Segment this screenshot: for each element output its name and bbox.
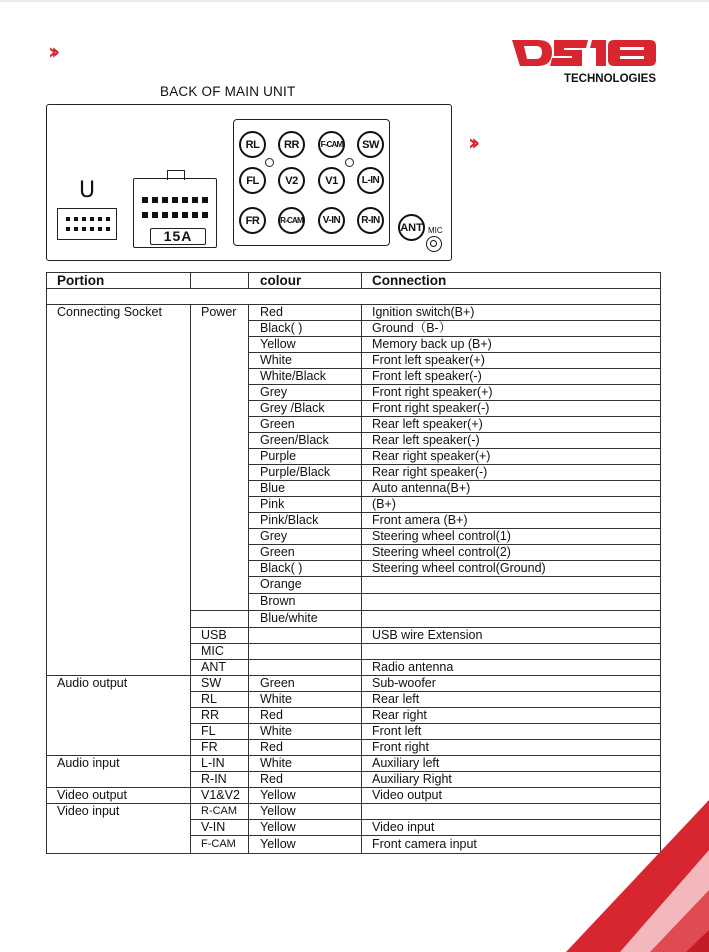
cell-connection: Rear left bbox=[372, 691, 420, 706]
jack-fl: FL bbox=[239, 167, 266, 194]
cell-colour: Yellow bbox=[260, 787, 296, 802]
cell-colour: Brown bbox=[260, 594, 296, 608]
jack-l-in: L-IN bbox=[357, 167, 384, 194]
cell-connection: Front left speaker(+) bbox=[372, 352, 485, 367]
cell-sub: Power bbox=[201, 304, 237, 319]
cell-sub: F-CAM bbox=[201, 837, 236, 850]
cell-colour: Orange bbox=[260, 577, 302, 591]
cell-portion: Audio output bbox=[57, 675, 128, 690]
cell-colour: Red bbox=[260, 707, 283, 722]
cell-colour: White bbox=[260, 691, 292, 706]
cell-connection: Radio antenna bbox=[372, 659, 454, 674]
cell-portion: Audio input bbox=[57, 755, 120, 770]
usb-label: U bbox=[79, 178, 96, 203]
cell-sub: RR bbox=[201, 707, 220, 722]
cell-connection: Memory back up (B+) bbox=[372, 336, 492, 351]
cell-portion: Connecting Socket bbox=[57, 304, 162, 319]
header-colour: colour bbox=[260, 272, 302, 288]
cell-sub: MIC bbox=[201, 643, 224, 658]
jack-fr: FR bbox=[239, 207, 266, 234]
cell-sub: FL bbox=[201, 723, 216, 738]
cell-connection: Ground（B-） bbox=[372, 320, 452, 335]
cell-colour: Red bbox=[260, 304, 283, 319]
svg-text:TECHNOLOGIES: TECHNOLOGIES bbox=[563, 73, 656, 85]
cell-colour: Green bbox=[260, 416, 295, 431]
cell-colour: Yellow bbox=[260, 336, 296, 351]
cell-connection: Video input bbox=[372, 819, 435, 834]
cell-sub: R-CAM bbox=[201, 804, 238, 817]
chevron-right-icon: ›› bbox=[468, 131, 475, 156]
mic-label: MIC bbox=[428, 226, 443, 235]
cell-colour: Pink bbox=[260, 496, 285, 511]
cell-connection: Rear right bbox=[372, 707, 427, 722]
cell-connection: Steering wheel control(1) bbox=[372, 528, 511, 543]
cell-connection: Front left speaker(-) bbox=[372, 368, 482, 383]
cell-connection: Video output bbox=[372, 787, 442, 802]
cell-sub: R-IN bbox=[201, 771, 227, 786]
cell-connection: Sub-woofer bbox=[372, 675, 436, 690]
cell-connection: Steering wheel control(Ground) bbox=[372, 560, 546, 575]
cell-colour: White bbox=[260, 352, 292, 367]
cell-connection: (B+) bbox=[372, 496, 396, 511]
cell-connection: Front right bbox=[372, 739, 429, 754]
jack-rr: RR bbox=[278, 131, 305, 158]
cell-colour: Pink/Black bbox=[260, 512, 319, 527]
cell-sub: RL bbox=[201, 691, 217, 706]
cell-colour: Purple/Black bbox=[260, 464, 331, 479]
cell-connection: Front amera (B+) bbox=[372, 512, 468, 527]
cell-colour: Green bbox=[260, 544, 295, 559]
cell-sub: ANT bbox=[201, 659, 226, 674]
cell-connection: Rear right speaker(-) bbox=[372, 464, 488, 479]
jack-v1: V1 bbox=[318, 167, 345, 194]
cell-colour: White/Black bbox=[260, 368, 326, 383]
jack-sw: SW bbox=[357, 131, 384, 158]
jack-f-cam: F-CAM bbox=[318, 131, 345, 158]
cell-connection: Front left bbox=[372, 723, 422, 738]
jack-v-in: V-IN bbox=[318, 207, 345, 234]
header-portion: Portion bbox=[57, 272, 105, 288]
cell-colour: Green bbox=[260, 675, 295, 690]
cell-portion: Video output bbox=[57, 787, 127, 802]
cell-sub: SW bbox=[201, 675, 222, 690]
cell-colour: Yellow bbox=[260, 803, 296, 818]
cell-sub: V-IN bbox=[201, 819, 226, 834]
cell-colour: Purple bbox=[260, 448, 297, 463]
jack-rl: RL bbox=[239, 131, 266, 158]
cell-sub: USB bbox=[201, 627, 227, 642]
chevron-right-icon: ›› bbox=[48, 40, 55, 65]
cell-sub: FR bbox=[201, 739, 218, 754]
cell-connection: USB wire Extension bbox=[372, 627, 483, 642]
diagram-title: BACK OF MAIN UNIT bbox=[160, 84, 296, 99]
cell-colour: Green/Black bbox=[260, 432, 329, 447]
cell-colour: Yellow bbox=[260, 819, 296, 834]
cell-connection: Front right speaker(+) bbox=[372, 384, 493, 399]
cell-colour: Black( ) bbox=[260, 560, 303, 575]
ant-jack: ANT bbox=[398, 214, 425, 241]
header-connection: Connection bbox=[372, 272, 447, 288]
cell-colour: Black( ) bbox=[260, 320, 303, 335]
cell-connection: Front right speaker(-) bbox=[372, 400, 490, 415]
cell-colour: Yellow bbox=[260, 836, 296, 851]
cell-colour: Red bbox=[260, 739, 283, 754]
cell-colour: Grey bbox=[260, 384, 288, 399]
cell-connection: Ignition switch(B+) bbox=[372, 304, 475, 319]
cell-connection: Auto antenna(B+) bbox=[372, 480, 471, 495]
cell-sub: V1&V2 bbox=[201, 787, 240, 802]
cell-connection: Steering wheel control(2) bbox=[372, 544, 511, 559]
cell-sub: L-IN bbox=[201, 755, 225, 770]
cell-colour: White bbox=[260, 723, 292, 738]
cell-connection: Rear left speaker(+) bbox=[372, 416, 483, 431]
cell-connection: Auxiliary left bbox=[372, 755, 440, 770]
jack-r-in: R-IN bbox=[357, 207, 384, 234]
jack-v2: V2 bbox=[278, 167, 305, 194]
cell-colour: Blue bbox=[260, 480, 286, 495]
cell-portion: Video input bbox=[57, 803, 120, 818]
cell-connection: Front camera input bbox=[372, 836, 477, 851]
cell-colour: Grey /Black bbox=[260, 400, 325, 415]
cell-connection: Rear left speaker(-) bbox=[372, 432, 480, 447]
cell-colour: White bbox=[260, 755, 292, 770]
cell-colour: Grey bbox=[260, 528, 288, 543]
cell-connection: Rear right speaker(+) bbox=[372, 448, 491, 463]
cell-colour: Red bbox=[260, 771, 283, 786]
jack-r-cam: R-CAM bbox=[278, 207, 305, 234]
cell-connection: Auxiliary Right bbox=[372, 771, 452, 786]
fuse-label: 15A bbox=[150, 228, 206, 245]
cell-colour: Blue/white bbox=[260, 611, 318, 625]
